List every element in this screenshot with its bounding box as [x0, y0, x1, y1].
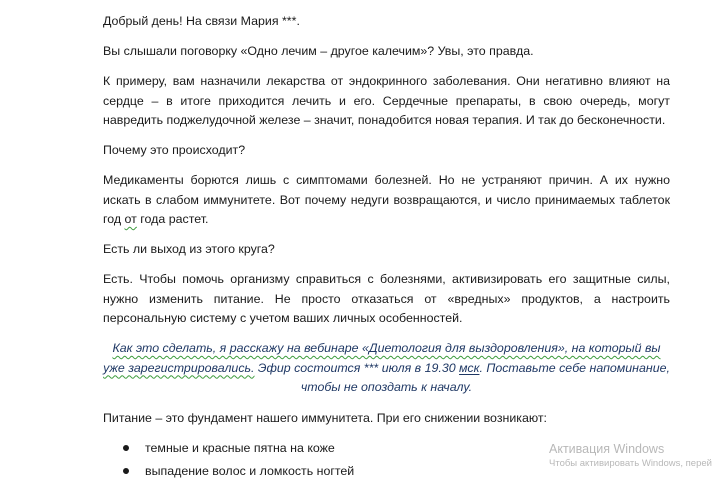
- webinar-date-text: Эфир состоится *** июля в 19.30: [254, 360, 460, 375]
- medication-text-1: Медикаменты борются лишь с симптомами болезней. Но не устраняют причин. А их нужно искать в слабом иммунитете. Вот почему недуги возвращаются, и число принимаемых таблеток год: [103, 173, 670, 226]
- watermark-subtitle: Чтобы активировать Windows, перей: [549, 458, 712, 469]
- list-item-text: выпадение волос и ломкость ногтей: [145, 464, 355, 478]
- exit-question-paragraph: Есть ли выход из этого круга?: [103, 242, 275, 256]
- webinar-invitation-paragraph: [103, 339, 670, 398]
- example-paragraph: К примеру, вам назначили лекарства от эндокринного заболевания. Они негативно влияют на сердце – в итоге приходится лечить и его. Сердечные препараты, в свою очередь, могут навредить поджелудочной железе – значит, понадобится новая терапия. И так до бесконечности.: [103, 74, 670, 127]
- document-body: [103, 12, 670, 486]
- webinar-timezone: мск: [459, 360, 480, 375]
- question-paragraph: Почему это происходит?: [103, 143, 246, 157]
- webinar-link-text: Как это сделать, я расскажу на вебинаре «Диетология для выздоровления», на который вы уже зарегистрировались.: [103, 341, 661, 375]
- webinar-reminder-text: . Поставьте себе напоминание, чтобы не опоздать к началу.: [300, 360, 670, 394]
- immunity-paragraph: Питание – это фундамент нашего иммунитета. При его снижении возникают:: [103, 410, 547, 425]
- greeting-paragraph: Добрый день! На связи Мария ***.: [103, 14, 300, 28]
- nutrition-solution-paragraph: Есть. Чтобы помочь организму справиться с болезнями, активизировать его защитные силы, нужно изменить питание. Не просто отказаться от «вредных» продуктов, а настроить персональную систему с учетом ваших личных особенностей.: [103, 272, 670, 325]
- spellcheck-word-ot: от: [124, 212, 137, 226]
- windows-activation-watermark: [549, 441, 712, 470]
- medication-paragraph: [103, 171, 670, 230]
- bullet-icon: [123, 468, 129, 474]
- bullet-icon: [123, 445, 129, 451]
- proverb-paragraph: Вы слышали поговорку «Одно лечим – другое калечим»? Увы, это правда.: [103, 44, 534, 58]
- medication-text-2: года растет.: [136, 212, 209, 226]
- list-item-text: темные и красные пятна на коже: [145, 440, 335, 455]
- watermark-title: Активация Windows: [549, 442, 665, 456]
